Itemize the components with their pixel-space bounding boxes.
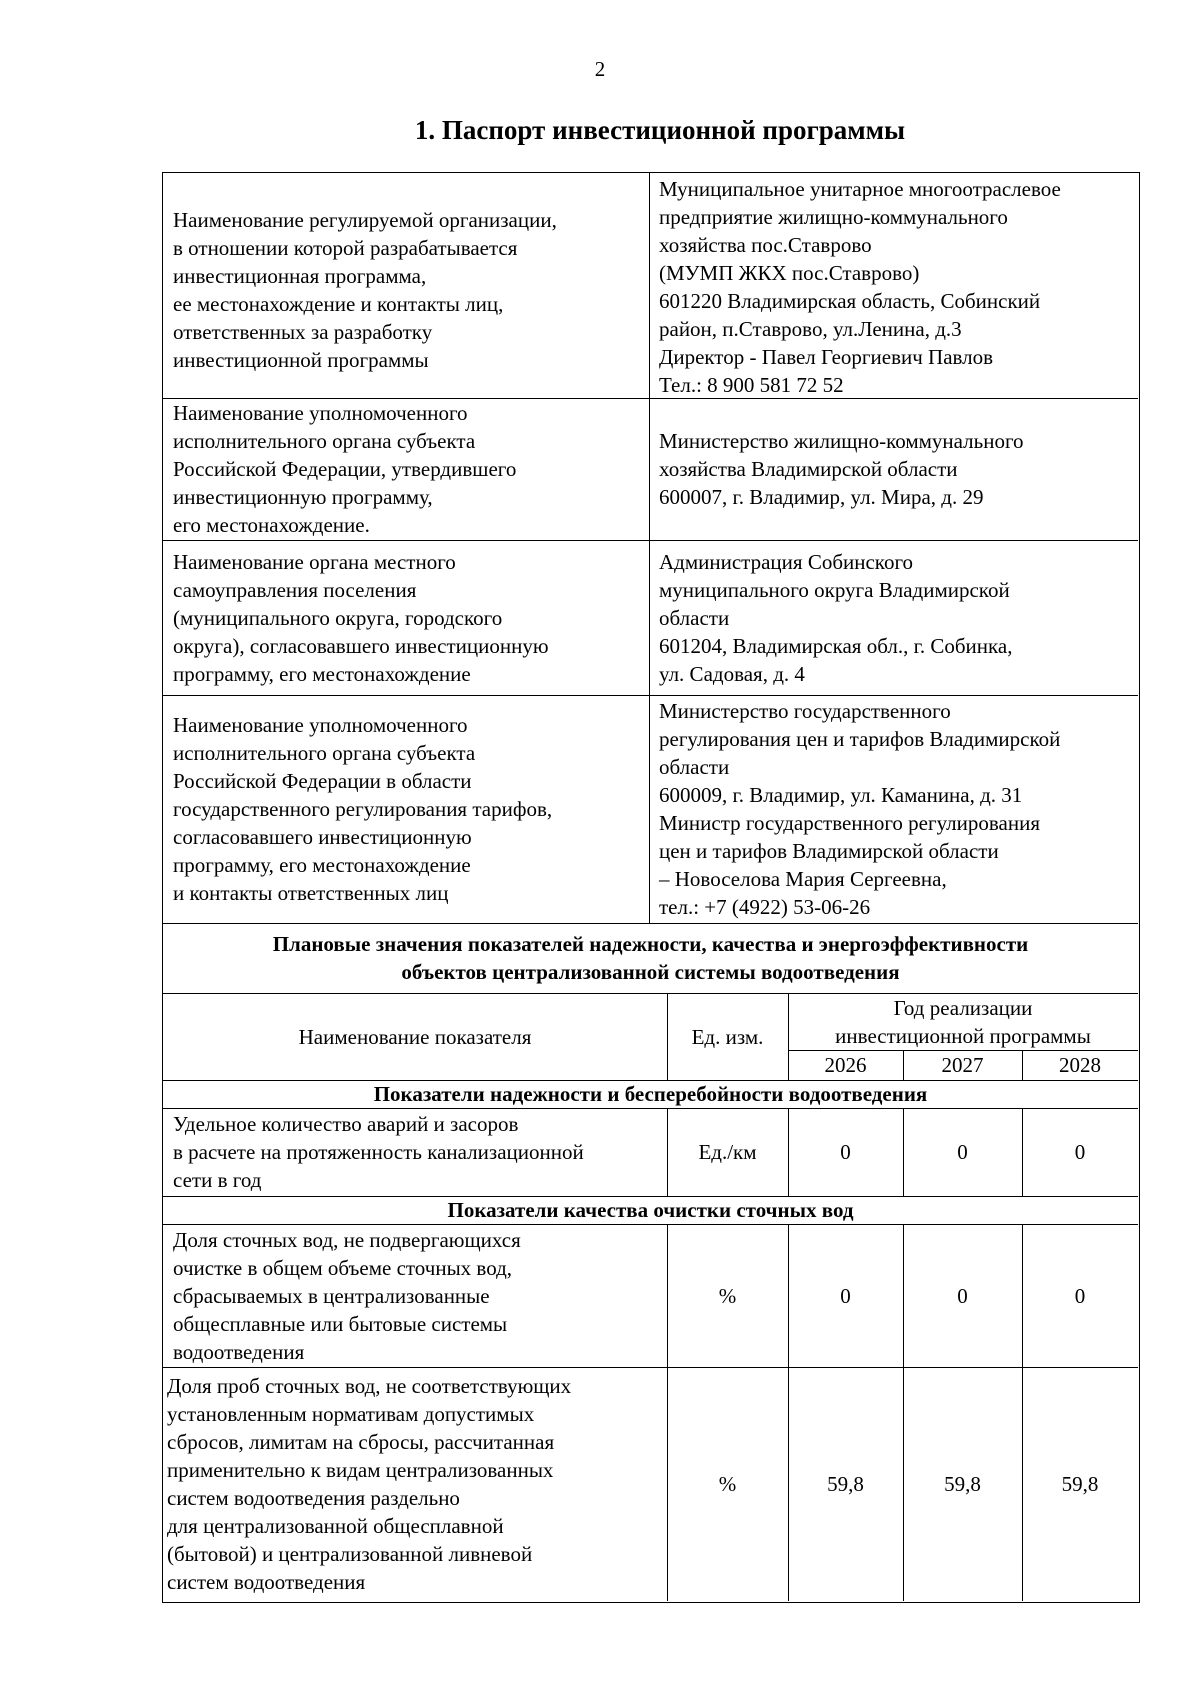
indicator-name-untreated-share [173,1224,667,1367]
indicator-name-accidents [173,1108,667,1196]
column-header-years-group-text: Год реализации инвестиционной программы [835,995,1091,1048]
column-header-unit [667,993,788,1080]
column-header-year [903,1050,1022,1080]
indicator-value [903,1224,1022,1367]
indicator-value-text: 0 [840,1283,851,1308]
section-title-reliability [163,1080,1138,1108]
passport-value: Министерство государственного регулирования цен и тарифов Владимирской области 600009, г. Владимир, ул. Каманина, д. 31 Министр государственного регулирования цен и тарифов Владимирской области – Новоселова Мария Сергеевна, тел.: +7 (4922) 53-06-26 [659,699,1061,919]
column-header-indicator-text: Наименование показателя [298,1024,532,1049]
page-number: 2 [594,57,606,81]
year-label: 2027 [941,1053,984,1077]
column-header-year [788,1050,903,1080]
year-label: 2026 [824,1053,867,1077]
indicator-value-text: 0 [1074,1283,1086,1308]
indicator-name-text: Удельное количество аварий и засоров в расчете на протяженность канализационной сети в год [173,1112,584,1192]
indicator-value [788,1224,903,1367]
year-label: 2028 [1059,1053,1101,1077]
passport-row-organization [173,173,643,398]
indicator-unit [667,1367,788,1601]
indicator-name-text: Доля сточных вод, не подвергающихся очистке в общем объеме сточных вод, сбрасываемых в централизованные общесплавные или бытовые системы водоотведения [173,1227,521,1364]
section-title-text: Показатели надежности и бесперебойности водоотведения [373,1082,928,1106]
column-header-years-group [788,993,1138,1050]
indicator-unit [667,1224,788,1367]
passport-value: Министерство жилищно-коммунального хозяйства Владимирской области 600007, г. Владимир, ул. Мира, д. 29 [659,429,1024,509]
column-header-year [1022,1050,1138,1080]
document-title: 1. Паспорт инвестиционной программы [414,115,906,145]
indicator-value-text: 0 [957,1140,968,1164]
passport-label: Наименование органа местного самоуправления поселения (муниципального округа, городского округа), согласовавшего инвестиционную программу, его местонахождение [173,549,549,686]
indicator-value [903,1367,1022,1601]
indicator-name-noncompliant-samples [167,1367,667,1601]
indicators-heading-text: Плановые значения показателей надежности, качества и энергоэффективности объектов централизованной системы водоотведения [272,932,1029,984]
indicator-value [1022,1224,1138,1367]
indicator-value-text: 0 [1074,1140,1086,1164]
indicator-value [903,1108,1022,1196]
section-title-text: Показатели качества очистки сточных вод [447,1198,854,1222]
passport-label: Наименование уполномоченного исполнительного органа субъекта Российской Федерации, утвердившего инвестиционную программу, его местонахождение. [173,401,517,537]
passport-row-approver [173,398,643,540]
indicator-unit-text: Ед./км [698,1140,757,1164]
passport-label: Наименование регулируемой организации, в отношении которой разрабатывается инвестиционная программа, ее местонахождение и контакты лиц, ответственных за разработку инвестиционной программы [173,207,557,372]
passport-label: Наименование уполномоченного исполнительного органа субъекта Российской Федерации в области государственного регулирования тарифов, согласовавшего инвестиционную программу, его местонахождение и контакты ответственных лиц [173,713,553,905]
indicator-unit [667,1108,788,1196]
indicator-value-text: 0 [840,1140,851,1164]
column-header-unit-text: Ед. изм. [691,1024,764,1049]
indicator-name-text: Доля проб сточных вод, не соответствующих установленным нормативам допустимых сбросов, лимитам на сбросы, рассчитанная применительно к видам централизованных систем водоотведения раздельно для централизованной общесплавной (бытовой) и централизованной ливневой систем водоотведения [167,1374,572,1594]
indicator-unit-text: % [718,1283,737,1308]
indicator-value [788,1108,903,1196]
column-header-indicator [163,993,667,1080]
indicators-heading [163,923,1138,993]
indicator-value-text: 59,8 [827,1472,864,1496]
passport-value-organization [659,173,1137,398]
indicator-value [1022,1367,1138,1601]
passport-value-local-government [659,540,1137,695]
indicator-value [1022,1108,1138,1196]
indicator-value-text: 59,8 [1061,1472,1099,1496]
passport-value: Муниципальное унитарное многоотраслевое предприятие жилищно-коммунального хозяйства пос.Ставрово (МУМП ЖКХ пос.Ставрово) 601220 Владимирская область, Собинский район, п.Ставрово, ул.Ленина, д.3 Директор - Павел Георгиевич Павлов Тел.: 8 900 581 72 52 [659,177,1061,397]
passport-table [162,172,1140,1603]
indicator-value-text: 59,8 [944,1472,981,1496]
indicator-value [788,1367,903,1601]
passport-value: Администрация Собинского муниципального округа Владимирской области 601204, Владимирская обл., г. Собинка, ул. Садовая, д. 4 [659,549,1013,686]
section-title-treatment-quality [163,1196,1138,1224]
passport-value-approver [659,398,1137,540]
indicator-value-text: 0 [957,1283,968,1308]
indicator-unit-text: % [718,1472,737,1496]
passport-value-tariff-regulator [659,695,1137,923]
divider [649,173,650,923]
passport-row-tariff-regulator [173,695,643,923]
passport-row-local-government [173,540,643,695]
